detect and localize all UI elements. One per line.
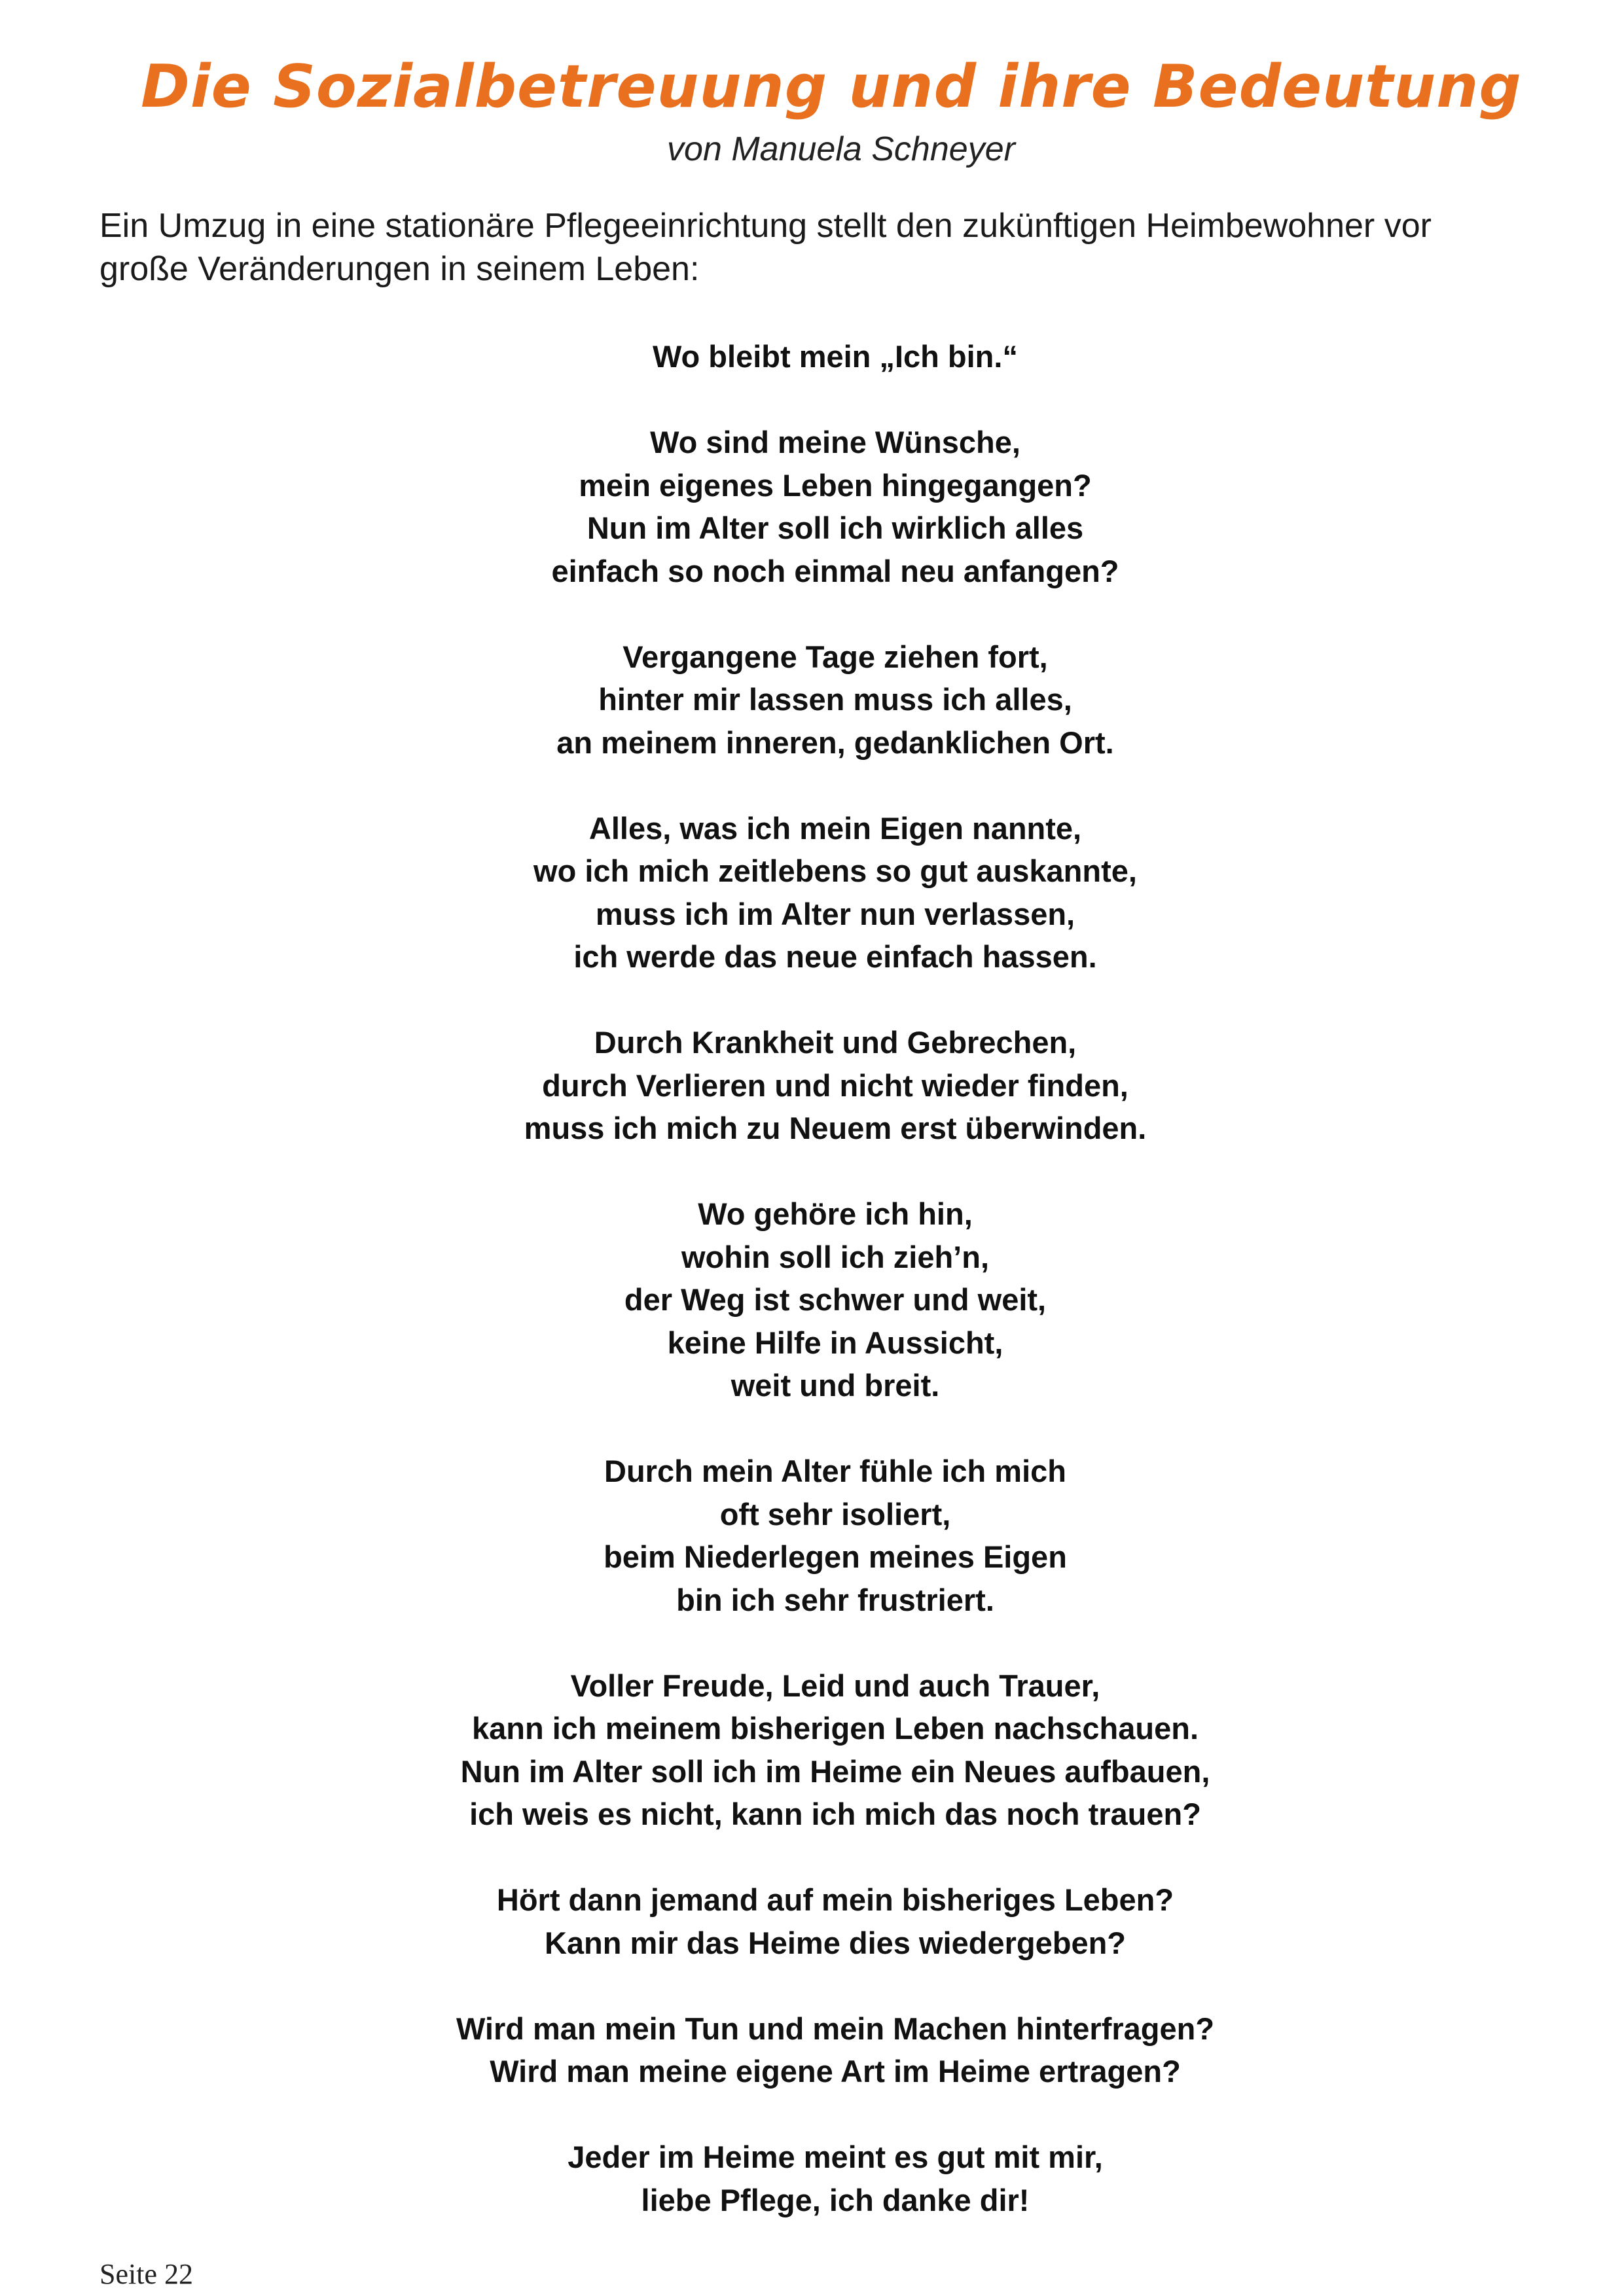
poem-line: Voller Freude, Leid und auch Trauer,: [570, 1668, 1100, 1703]
poem-line: einfach so noch einmal neu anfangen?: [551, 553, 1119, 588]
poem-line: Durch mein Alter fühle ich mich: [604, 1454, 1066, 1488]
poem-stanza: [0, 2007, 1624, 2093]
poem-stanza: [0, 421, 1624, 592]
poem-line: Wo sind meine Wünsche,: [650, 425, 1020, 459]
poem-line: Wird man mein Tun und mein Machen hinterfragen?: [456, 2011, 1215, 2046]
poem-line: muss ich mich zu Neuem erst überwinden.: [524, 1111, 1147, 1145]
poem-line: an meinem inneren, gedanklichen Ort.: [556, 725, 1114, 760]
poem-line: oft sehr isoliert,: [719, 1496, 951, 1532]
poem-line: Wo bleibt mein „Ich bin.“: [653, 339, 1018, 374]
poem-line: weit und breit.: [731, 1368, 940, 1403]
poem-line: Durch Krankheit und Gebrechen,: [594, 1025, 1077, 1060]
poem-line: beim Niederlegen meines Eigen: [604, 1539, 1067, 1574]
poem-stanza: [0, 1193, 1624, 1407]
poem-line: Wo gehöre ich hin,: [698, 1196, 973, 1231]
poem-line: Hört dann jemand auf mein bisheriges Leben?: [496, 1882, 1174, 1917]
poem-stanza: [0, 807, 1624, 978]
poem-stanza: [0, 2136, 1624, 2221]
poem: [0, 335, 1624, 2221]
poem-line: liebe Pflege, ich danke dir!: [641, 2182, 1030, 2217]
poem-line: durch Verlieren und nicht wieder finden,: [542, 1067, 1128, 1103]
poem-line: Nun im Alter soll ich wirklich alles: [586, 511, 1084, 545]
poem-line: ich werde das neue einfach hassen.: [573, 939, 1097, 974]
poem-line: keine Hilfe in Aussicht,: [667, 1325, 1003, 1360]
poem-line: Nun im Alter soll ich im Heime ein Neues aufbauen,: [460, 1753, 1210, 1789]
poem-line: wo ich mich zeitlebens so gut auskannte,: [533, 853, 1137, 888]
page-title: Die Sozialbetreuung und ihre Bedeutung: [141, 52, 1522, 121]
poem-stanza: [0, 636, 1624, 764]
poem-stanza: [0, 335, 1624, 378]
poem-line: bin ich sehr frustriert.: [676, 1582, 994, 1617]
poem-line: Wird man meine eigene Art im Heime ertragen?: [490, 2054, 1181, 2089]
poem-line: Alles, was ich mein Eigen nannte,: [588, 810, 1082, 846]
poem-line: Kann mir das Heime dies wiedergeben?: [544, 1925, 1127, 1960]
poem-line: muss ich im Alter nun verlassen,: [595, 896, 1075, 931]
intro-line: Ein Umzug in eine stationäre Pflegeeinrichtung stellt den zukünftigen Heimbewohner vor: [99, 207, 1432, 245]
poem-line: der Weg ist schwer und weit,: [624, 1282, 1047, 1317]
poem-line: hinter mir lassen muss ich alles,: [598, 682, 1072, 717]
poem-line: ich weis es nicht, kann ich mich das noch trauen?: [469, 1797, 1201, 1831]
intro-line: große Veränderungen in seinem Leben:: [99, 250, 700, 288]
intro-paragraph: [99, 204, 1540, 291]
page-number: Seite 22: [99, 2258, 193, 2290]
poem-line: Vergangene Tage ziehen fort,: [623, 639, 1048, 674]
poem-line: Jeder im Heime meint es gut mit mir,: [568, 2140, 1103, 2174]
poem-stanza: [0, 1450, 1624, 1621]
poem-stanza: [0, 1664, 1624, 1836]
poem-line: wohin soll ich zieh’n,: [681, 1239, 990, 1274]
poem-stanza: [0, 1878, 1624, 1964]
poem-line: mein eigenes Leben hingegangen?: [579, 467, 1092, 503]
poem-line: kann ich meinem bisherigen Leben nachschauen.: [471, 1711, 1199, 1746]
poem-stanza: [0, 1021, 1624, 1150]
author-byline: von Manuela Schneyer: [667, 130, 1015, 168]
